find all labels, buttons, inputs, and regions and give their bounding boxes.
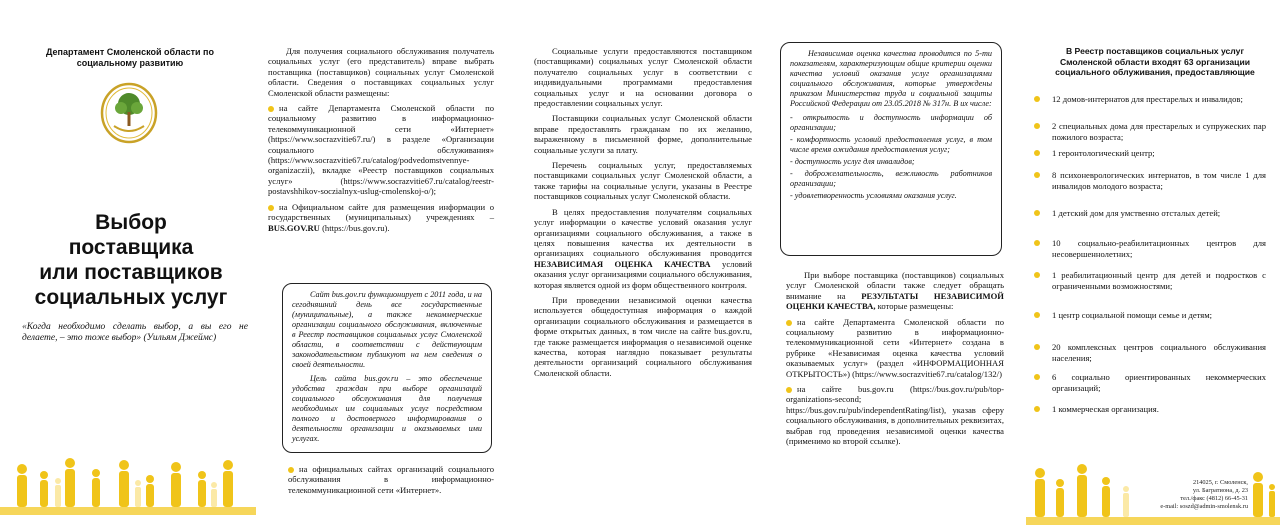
- assessment-criteria-box: [780, 42, 1002, 256]
- registry-list: [1034, 94, 1266, 418]
- list-item-text: 2 специальных дома для престарелых и супружеских пар пожилого возраста;: [1052, 121, 1266, 142]
- list-item: [1034, 404, 1266, 418]
- paragraph-text: В целях предоставления получателям социальных услуг информации о качестве условий оказания услуг организациями социального обслуживания, а также в целях повышения качества их деятельности в организациях социального обслуживания проводится: [534, 206, 752, 259]
- list-item-text: 1 геронтологический центр;: [1052, 148, 1155, 158]
- criteria-item: - удовлетворенность условиями оказания услуг.: [790, 191, 957, 200]
- bullet-icon: [1034, 272, 1040, 278]
- address-line: 214025, г. Смоленск,: [1192, 479, 1248, 486]
- registry-panel: [1026, 0, 1280, 525]
- bullet-icon: [1034, 96, 1040, 102]
- golden-tree-emblem-icon: [100, 82, 158, 144]
- registry-title: В Реестр поставщиков социальных услуг Смоленской области входят 63 организации социального облуживания, предоставляющие: [1055, 46, 1255, 77]
- services-info-panel: [518, 0, 762, 525]
- bullet-icon: [288, 467, 294, 473]
- independent-assessment-label: НЕЗАВИСИМАЯ ОЦЕНКА КАЧЕСТВА: [534, 258, 711, 269]
- list-item-text: 20 комплексных центров социального обслуживания населения;: [1052, 342, 1266, 363]
- list-item: [786, 317, 1004, 379]
- list-item: [1034, 170, 1266, 208]
- bus-gov-ru-label: BUS.GOV.RU: [268, 222, 320, 233]
- contact-info: [1138, 479, 1248, 511]
- phone-line: тел./факс (4812) 66-45-31: [1180, 495, 1248, 502]
- assessment-results-label: РЕЗУЛЬТАТЫ НЕЗАВИСИМОЙ ОЦЕНКИ КАЧЕСТВА,: [786, 290, 1004, 312]
- list-item-text: 10 социально-реабилитационных центров для несовершеннолетних;: [1052, 238, 1266, 259]
- email-line: e-mail: soszd@admin-smolensk.ru: [1160, 503, 1248, 510]
- paragraph-text: условий оказания услуг организациями социального обслуживания, которая является одной из форм общественного контроля.: [534, 258, 752, 290]
- title-line: или поставщиков: [39, 261, 223, 284]
- box-paragraph: Сайт bus.gov.ru функционирует с 2011 года, и на сегодняшний день все государственные (муниципальные), а также некоммерческие организации социального обслуживания, включенные в Реестр поставщиков социальных услуг Смоленской области, в соответствии с действующим законодательством публикуют на нем сведения о своей деятельности.: [292, 290, 482, 369]
- list-item: [1034, 208, 1266, 238]
- bullet-icon: [1034, 240, 1040, 246]
- list-item: [1034, 148, 1266, 170]
- criteria-item: - доступность услуг для инвалидов;: [790, 157, 915, 166]
- cover-panel: [0, 0, 256, 525]
- list-item: [1034, 238, 1266, 270]
- list-item-text: на сайте Департамента Смоленской области по социальному развитию в информационно-телекоммуникационной сети «Интернет» (https://www.socrazvitie67.ru/) в разделе «Организации социального обслуживания» (https://www.socrazvitie67.ru/catalog/podvedomstvennye-organizaczii), вкладке «Реестр поставщиков социальных услуг» (https://www.socrazvitie67.ru/catalog/reestr-postavshhikov-soczialnyx-uslug-cmolenskoj-o/);: [268, 103, 494, 197]
- suppliers-outro-column: [288, 464, 494, 500]
- list-item: [1034, 372, 1266, 404]
- address-line: ул. Багратиона, д. 23: [1192, 487, 1248, 494]
- title-line: Выбор: [95, 211, 167, 234]
- list-item-text: 12 домов-интернатов для престарелых и инвалидов;: [1052, 94, 1243, 104]
- bullet-icon: [268, 205, 274, 211]
- bus-gov-ru-link: (https://bus.gov.ru).: [322, 222, 390, 233]
- list-item-text: на сайте Департамента Смоленской области по социальному развитию в информационно-телекоммуникационной сети «Интернет» создана в рубрике «Независимая оценка качества условий оказываемых услуг» (раздел «ИНФОРМАЦИОННАЯ ОТКРЫТОСТЬ») (https://www.socrazvitie67.ru/catalog/132/): [786, 316, 1004, 379]
- list-item: [1034, 342, 1266, 372]
- list-item: [268, 103, 494, 197]
- list-item-text: 6 социально ориентированных некоммерческих организаций;: [1052, 372, 1266, 393]
- paragraph: При проведении независимой оценки качества используется общедоступная информация о каждой организации социального обслуживания и размещается в форме открытых данных, в том числе на сайте bus.gov.ru, где также размещается информация о независимой оценке качества, которая наглядно показывает результаты деятельности организаций социального обслуживания Смоленской области.: [534, 294, 752, 378]
- bullet-icon: [1034, 374, 1040, 380]
- people-silhouettes-illustration: [0, 445, 256, 515]
- title-line: социальных услуг: [34, 286, 228, 309]
- services-column: [534, 46, 752, 383]
- suppliers-intro-column: [268, 46, 494, 238]
- bullet-icon: [786, 320, 792, 326]
- paragraph: Перечень социальных услуг, предоставляемых поставщиками социальных услуг Смоленской области, а также тарифы на социальные услуги, указаны в Реестре поставщиков социальных услуг Смоленской области.: [534, 160, 752, 202]
- assessment-panel: [772, 0, 1012, 525]
- bullet-icon: [1034, 123, 1040, 129]
- list-item: [288, 464, 494, 495]
- bullet-icon: [268, 106, 274, 112]
- bullet-icon: [1034, 172, 1040, 178]
- list-item-text: на официальных сайтах организаций социального обслуживания в информационно-телекоммуникационной сети «Интернет».: [288, 464, 494, 495]
- list-item-text: 1 коммерческая организация.: [1052, 404, 1159, 414]
- list-item: [1034, 310, 1266, 342]
- title-line: поставщика: [68, 236, 194, 259]
- list-item: [786, 384, 1004, 446]
- paragraph: [786, 270, 1004, 312]
- bullet-icon: [1034, 312, 1040, 318]
- department-name: Департамент Смоленской области по социальному развитию: [46, 47, 214, 68]
- paragraph-text: При выборе поставщика (поставщиков) социальных услуг Смоленской области также следует обращать внимание на: [786, 270, 1004, 301]
- bullet-icon: [1034, 406, 1040, 412]
- paragraph: Социальные услуги предоставляются поставщиком (поставщиками) социальных услуг Смоленской области получателю социальных услуг в соответствии с индивидуальными программами предоставления социальных услуг и на основании договора о предоставлении социальных услуг.: [534, 46, 752, 109]
- assessment-results-column: [786, 270, 1004, 452]
- bullet-icon: [1034, 210, 1040, 216]
- list-item: [1034, 270, 1266, 310]
- criteria-item: - открытость и доступность информации об организации;: [790, 113, 992, 132]
- list-item-text: на Официальном сайте для размещения информации о государственных (муниципальных) учреждениях –: [268, 201, 494, 223]
- list-item: [1034, 94, 1266, 121]
- list-item: [268, 202, 494, 233]
- suppliers-info-panel: [258, 0, 498, 525]
- criteria-item: - доброжелательность, вежливость работников организации;: [790, 169, 992, 188]
- paragraph-text: которые размещены:: [877, 301, 954, 312]
- list-item-text: 8 психоневрологических интернатов, в том числе 1 для инвалидов молодого возраста;: [1052, 170, 1266, 191]
- list-item-text: на сайте bus.gov.ru (https://bus.gov.ru/pub/top-organizations-second; https://bus.gov.ru/pub/independentRating/list), указав сферу социального обслуживания, в дополнительных реквизитах, выбрав год проведения независимой оценки качества (применимо ко второй ссылке).: [786, 384, 1004, 447]
- william-james-quote: «Когда необходимо сделать выбор, а вы его не делаете, – это тоже выбор» (Уильям Джеймс): [22, 322, 248, 343]
- brochure-title: [20, 210, 242, 310]
- list-item: [1034, 121, 1266, 148]
- list-item-text: 1 центр социальной помощи семье и детям;: [1052, 310, 1213, 320]
- list-item-text: 1 реабилитационный центр для детей и подростков с ограниченными возможностями;: [1052, 270, 1266, 291]
- box-paragraph: Цель сайта bus.gov.ru – это обеспечение удобства граждан при выборе организаций социального обслуживания для получения необходимых им социальных услуг посредством полного и достоверного информирования о деятельности организации и оказываемых ими услугах.: [292, 374, 482, 443]
- paragraph: Поставщики социальных услуг Смоленской области вправе предоставлять гражданам по их желанию, выраженному в письменной форме, дополнительные социальные услуги за плату.: [534, 113, 752, 155]
- bullet-icon: [1034, 150, 1040, 156]
- bus-gov-info-box: [282, 283, 492, 453]
- paragraph: [534, 207, 752, 290]
- criteria-item: - комфортность условий предоставления услуг, в том числе время ожидания предоставления услуг;: [790, 135, 992, 154]
- bullet-icon: [786, 387, 792, 393]
- intro-paragraph: Для получения социального обслуживания получатель социальных услуг (его представитель) вправе выбрать поставщика (поставщиков) социальных услуг Смоленской области. Сведения о поставщиках социальных услуг Смоленской области размещены:: [268, 46, 494, 98]
- bullet-icon: [1034, 344, 1040, 350]
- list-item-text: 1 детский дом для умственно отсталых детей;: [1052, 208, 1221, 218]
- box-paragraph: Независимая оценка качества проводится по 5-ти показателям, характеризующим общие критерии оценки качества условий оказания услуг организациями социального обслуживания, которые утверждены приказом Министерства труда и социальной защиты Российской Федерации от 23.05.2018 № 317н. В их числе:: [790, 49, 992, 108]
